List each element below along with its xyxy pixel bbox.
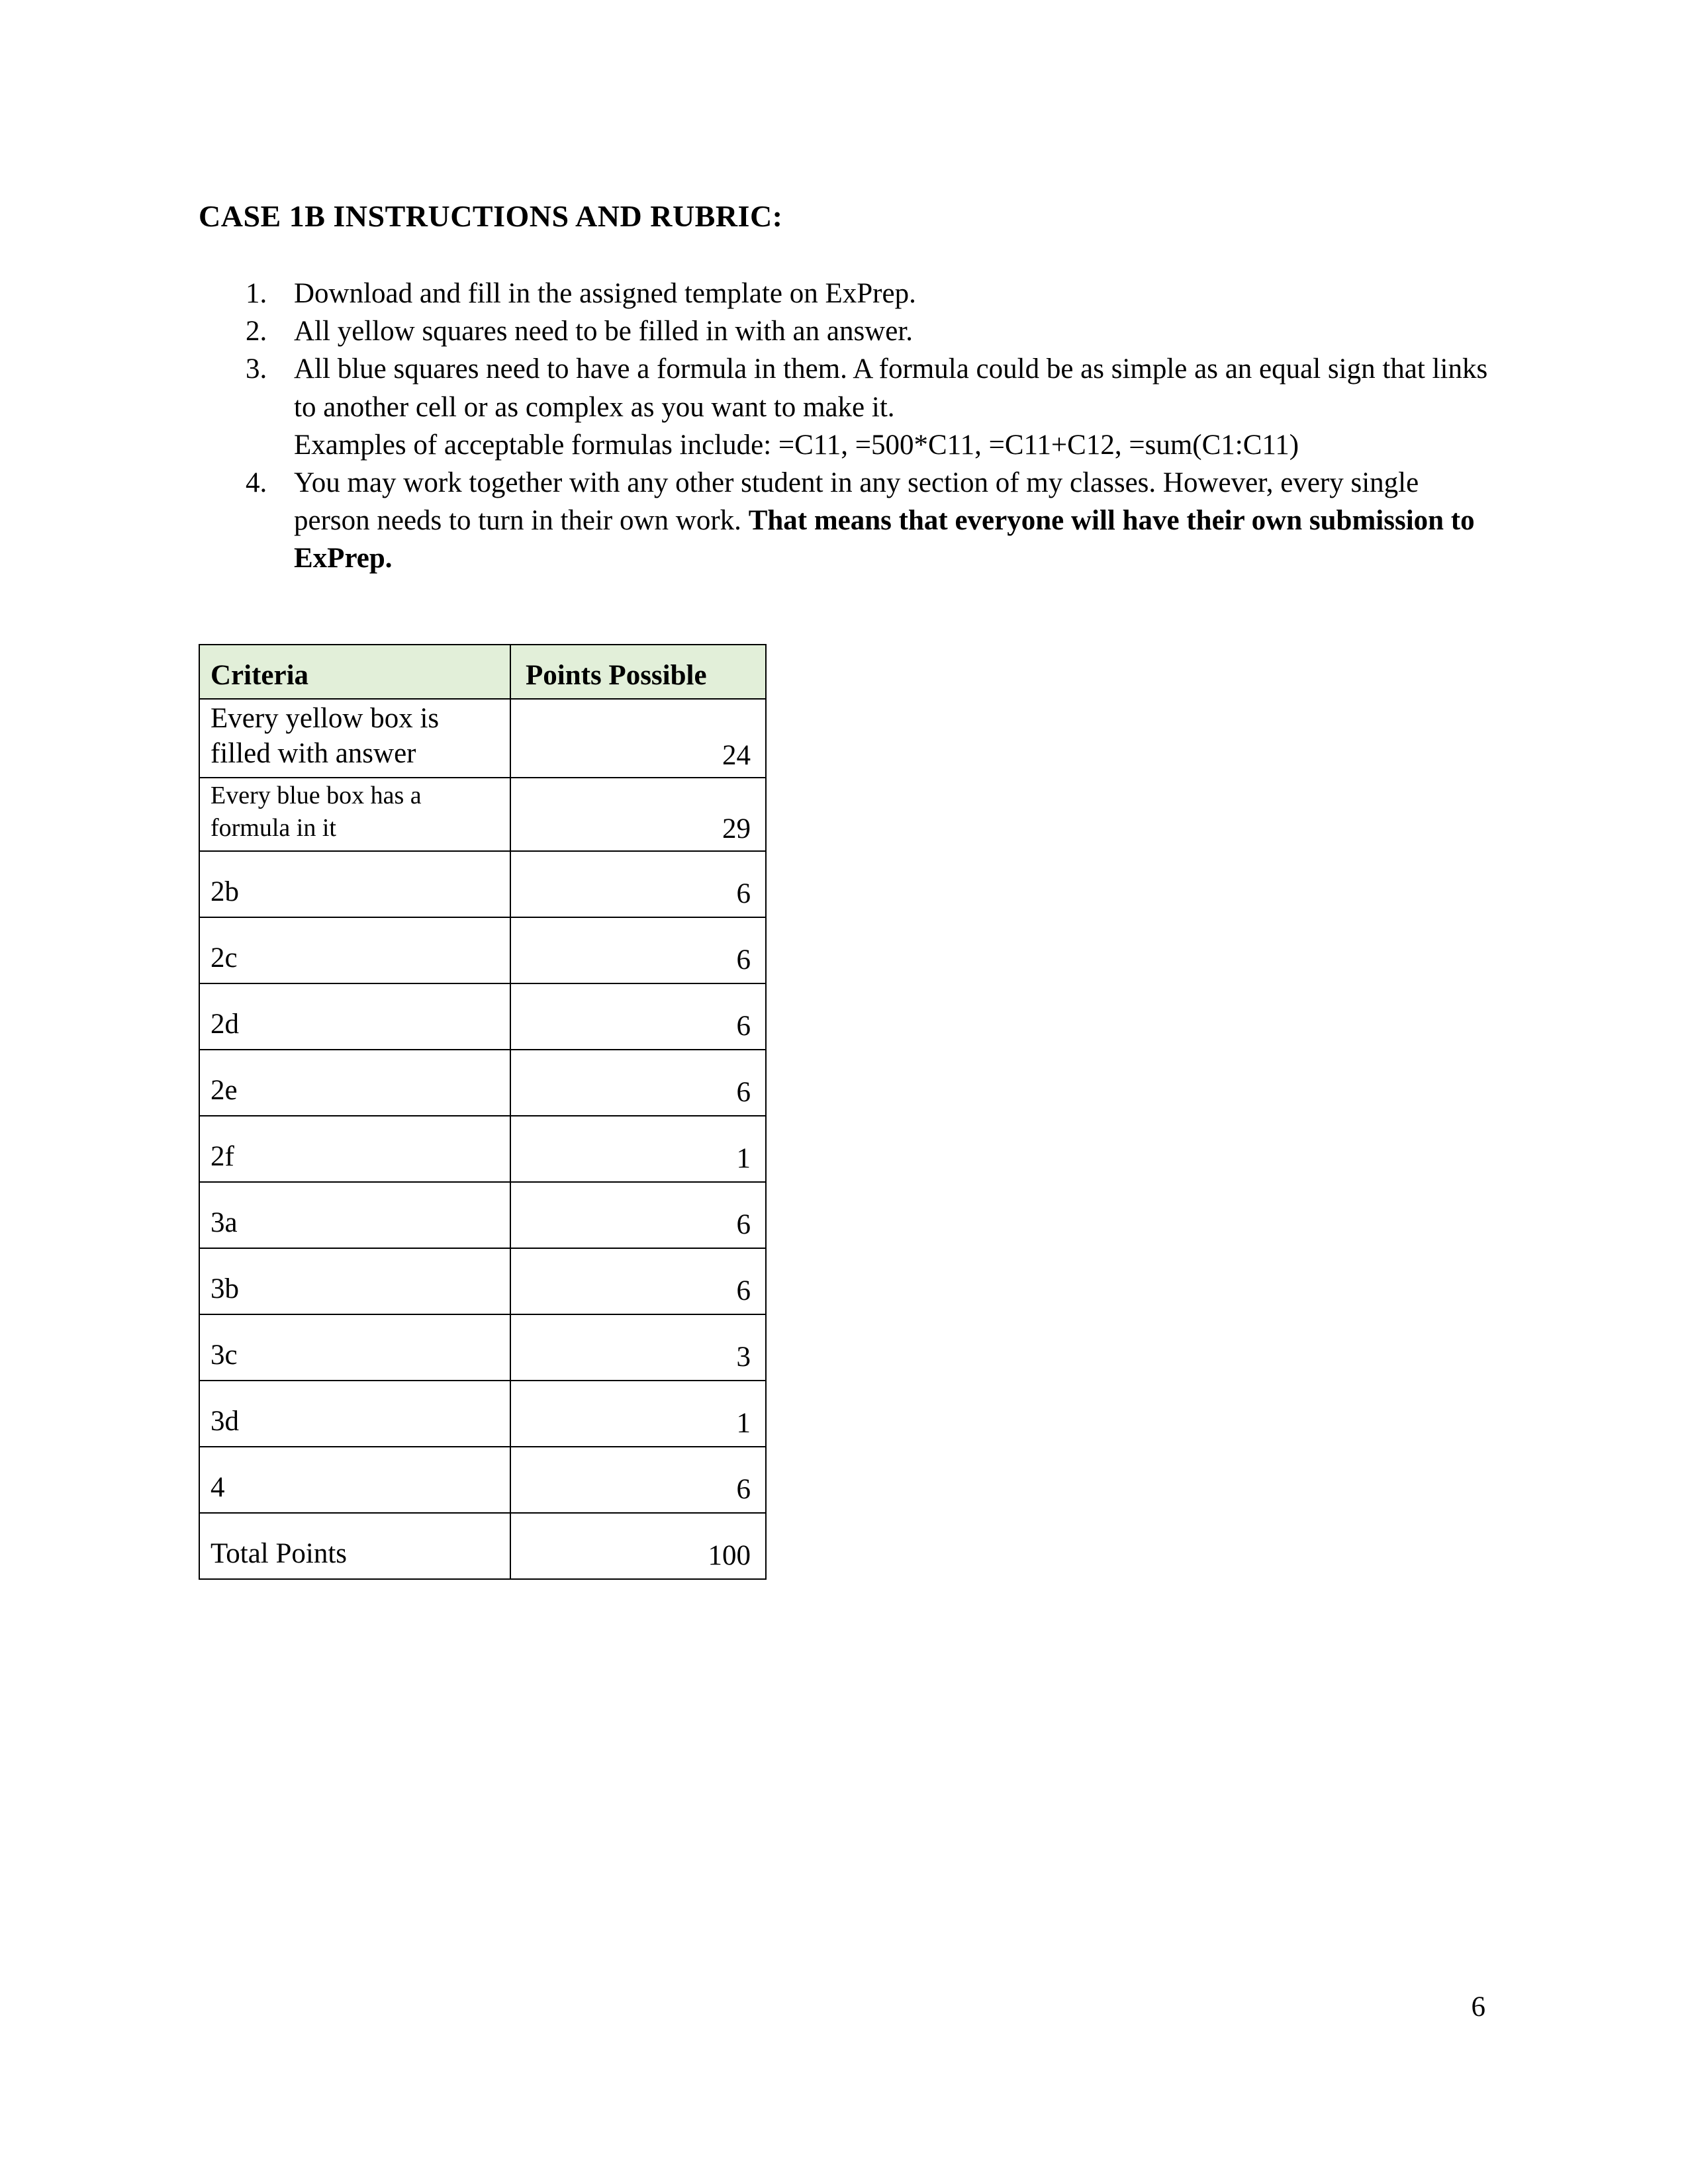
- list-item-number: 2.: [246, 316, 267, 347]
- list-item: [199, 275, 1489, 312]
- points-cell: 6: [510, 1248, 766, 1314]
- points-cell: 6: [510, 1050, 766, 1116]
- criteria-cell: 2e: [199, 1050, 510, 1116]
- criteria-cell: 3d: [199, 1381, 510, 1447]
- table-row: [199, 1314, 766, 1381]
- instructions-list: [199, 275, 1489, 578]
- list-item-text: You may work together with any other student in any section of my classes. However, every single person needs to turn in their own work. That means that everyone will have their own submission to ExPrep.: [294, 467, 1475, 574]
- criteria-cell: Every blue box has a formula in it: [199, 778, 510, 851]
- table-row: [199, 1050, 766, 1116]
- points-cell: 6: [510, 917, 766, 983]
- criteria-column-header: Criteria: [199, 645, 510, 699]
- criteria-cell: 2b: [199, 851, 510, 917]
- criteria-cell: 2f: [199, 1116, 510, 1182]
- points-cell: 6: [510, 851, 766, 917]
- list-item: [199, 350, 1489, 464]
- list-item-text: Download and fill in the assigned template on ExPrep.: [294, 278, 916, 309]
- table-row: [199, 1447, 766, 1513]
- criteria-cell: 3c: [199, 1314, 510, 1381]
- table-row: [199, 983, 766, 1050]
- points-cell: 3: [510, 1314, 766, 1381]
- criteria-cell: Total Points: [199, 1513, 510, 1579]
- points-column-header: Points Possible: [510, 645, 766, 699]
- criteria-cell: 2c: [199, 917, 510, 983]
- table-row: [199, 1248, 766, 1314]
- document-title: CASE 1B INSTRUCTIONS AND RUBRIC:: [199, 199, 783, 233]
- criteria-cell: 3b: [199, 1248, 510, 1314]
- table-row: [199, 917, 766, 983]
- table-row: [199, 778, 766, 851]
- list-item-number: 4.: [246, 467, 267, 498]
- points-cell: 29: [510, 778, 766, 851]
- list-item: [199, 464, 1489, 578]
- table-header-row: [199, 645, 766, 699]
- rubric-table-body: [199, 699, 766, 1579]
- points-cell: 6: [510, 983, 766, 1050]
- table-row: [199, 699, 766, 778]
- list-item-text: All yellow squares need to be filled in with an answer.: [294, 316, 914, 347]
- list-item: [199, 312, 1489, 350]
- table-row: [199, 1513, 766, 1579]
- criteria-cell: Every yellow box is filled with answer: [199, 699, 510, 778]
- points-cell: 100: [510, 1513, 766, 1579]
- points-cell: 1: [510, 1116, 766, 1182]
- list-item-text: All blue squares need to have a formula in them. A formula could be as simple as an equal sign that links to another cell or as complex as you want to make it. Examples of acceptable formulas include: =C11, =500*C11, =C11+C12, =sum(C1:C11): [294, 353, 1488, 461]
- page-number: 6: [1471, 1991, 1485, 2023]
- points-cell: 24: [510, 699, 766, 778]
- table-row: [199, 1381, 766, 1447]
- criteria-cell: 3a: [199, 1182, 510, 1248]
- criteria-cell: 4: [199, 1447, 510, 1513]
- points-cell: 6: [510, 1447, 766, 1513]
- list-item-number: 1.: [246, 278, 267, 309]
- points-cell: 1: [510, 1381, 766, 1447]
- criteria-cell: 2d: [199, 983, 510, 1050]
- rubric-table: [199, 644, 767, 1580]
- list-item-number: 3.: [246, 353, 267, 385]
- table-row: [199, 1182, 766, 1248]
- table-row: [199, 851, 766, 917]
- table-row: [199, 1116, 766, 1182]
- points-cell: 6: [510, 1182, 766, 1248]
